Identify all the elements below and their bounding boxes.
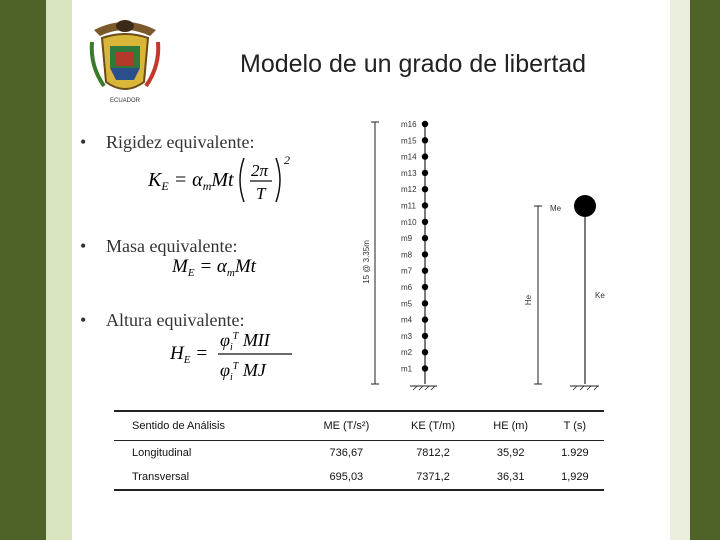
bullet-dot: • (80, 236, 87, 256)
cell: Longitudinal (132, 447, 192, 459)
svg-text:2π: 2π (251, 161, 269, 180)
right-accent-bar (690, 0, 720, 540)
lumped-mass-m1 (422, 365, 428, 371)
mass-label-m10: m10 (401, 217, 417, 227)
table-row (114, 465, 604, 490)
me-label: Me (550, 204, 562, 213)
equivalent-mass (574, 195, 596, 217)
height-dimension-label: 15 @ 3.35m (362, 240, 371, 284)
cell: 736,67 (329, 447, 364, 459)
bullet-label: Altura equivalente: (106, 310, 245, 330)
mass-label-m7: m7 (401, 266, 413, 276)
lumped-mass-m12 (422, 186, 428, 192)
svg-text:φiT MII: $\varphi_i^T$ MII (220, 330, 270, 353)
cell: 695,03 (302, 465, 390, 490)
mass-label-m6: m6 (401, 283, 413, 292)
mass-label-m5: m5 (401, 299, 413, 309)
bullet-label: Masa equivalente: (106, 236, 238, 256)
results-table (114, 410, 604, 491)
lumped-mass-m7 (422, 268, 428, 274)
formula-masa (172, 252, 282, 278)
left-accent-bar (0, 0, 46, 540)
cell: 1.929 (561, 447, 589, 459)
mass-label-m8: m8 (401, 250, 413, 260)
table-header-row (114, 411, 604, 441)
right-light-bar (670, 0, 690, 540)
formula-altura (170, 326, 300, 384)
header-t: T (s) (546, 411, 604, 441)
svg-text:ME = αmMt: $M_E = \alpha_mMt$ (172, 256, 256, 278)
mass-label-m11: m11 (401, 201, 416, 211)
header-ke: KE (T/m) (390, 411, 475, 441)
svg-text:HE =: $H_E$ = (170, 343, 209, 366)
bullet-dot: • (80, 310, 87, 330)
svg-text:2: 2 (284, 153, 290, 167)
logo-caption: ECUADOR (109, 98, 141, 104)
header-sentido: Sentido de Análisis (114, 411, 302, 441)
svg-text:T: T (256, 184, 266, 203)
lumped-mass-m8 (422, 251, 428, 257)
cell: Transversal (114, 465, 302, 490)
mass-group (401, 120, 428, 374)
structural-model-figure (355, 112, 615, 397)
lumped-mass-m3 (422, 333, 428, 339)
mass-label-m4: m4 (401, 315, 413, 325)
table-row (114, 441, 604, 466)
mass-label-m2: m2 (401, 348, 413, 358)
lumped-mass-m9 (422, 235, 428, 241)
mass-label-m12: m12 (401, 185, 417, 195)
mass-label-m13: m13 (401, 168, 417, 178)
lumped-mass-m5 (422, 300, 428, 306)
left-light-bar (46, 0, 72, 540)
bullet-dot: • (80, 132, 87, 152)
lumped-mass-m11 (422, 202, 428, 208)
cell: 7371,2 (390, 465, 475, 490)
he-label: He (524, 294, 533, 306)
mass-label-m3: m3 (401, 331, 413, 341)
lumped-mass-m6 (422, 284, 428, 290)
svg-text:KE = αmMt: $K_E = \alpha_mMt$ (148, 169, 234, 193)
lumped-mass-m15 (422, 137, 428, 143)
header-me: ME (T/s²) (302, 411, 390, 441)
ground-support-sdof (570, 386, 599, 390)
mass-label-m9: m9 (401, 234, 413, 244)
lumped-mass-m2 (422, 349, 428, 355)
mass-label-m14: m14 (401, 152, 417, 162)
coat-of-arms-logo (84, 16, 166, 108)
lumped-mass-m13 (422, 170, 428, 176)
cell: 7812,2 (416, 447, 450, 459)
svg-text:φiT MJ: $\varphi_i^T$ MJ (220, 360, 266, 383)
cell: 1,929 (546, 465, 604, 490)
mass-label-m1: m1 (401, 364, 413, 374)
ground-support-mdof (410, 386, 437, 390)
cell: 35,92 (496, 447, 525, 459)
header-he: HE (m) (476, 411, 546, 441)
mass-label-m16: m16 (401, 120, 417, 129)
lumped-mass-m4 (422, 316, 428, 322)
mass-label-m15: m15 (401, 136, 417, 146)
formula-rigidez (148, 150, 308, 210)
bullet-label: Rigidez equivalente: (106, 132, 255, 152)
lumped-mass-m16 (422, 121, 428, 127)
cell: 36,31 (476, 465, 546, 490)
ke-label: Ke (595, 291, 605, 300)
lumped-mass-m10 (422, 219, 428, 225)
lumped-mass-m14 (422, 153, 428, 159)
slide-title: Modelo de un grado de libertad (240, 50, 587, 78)
